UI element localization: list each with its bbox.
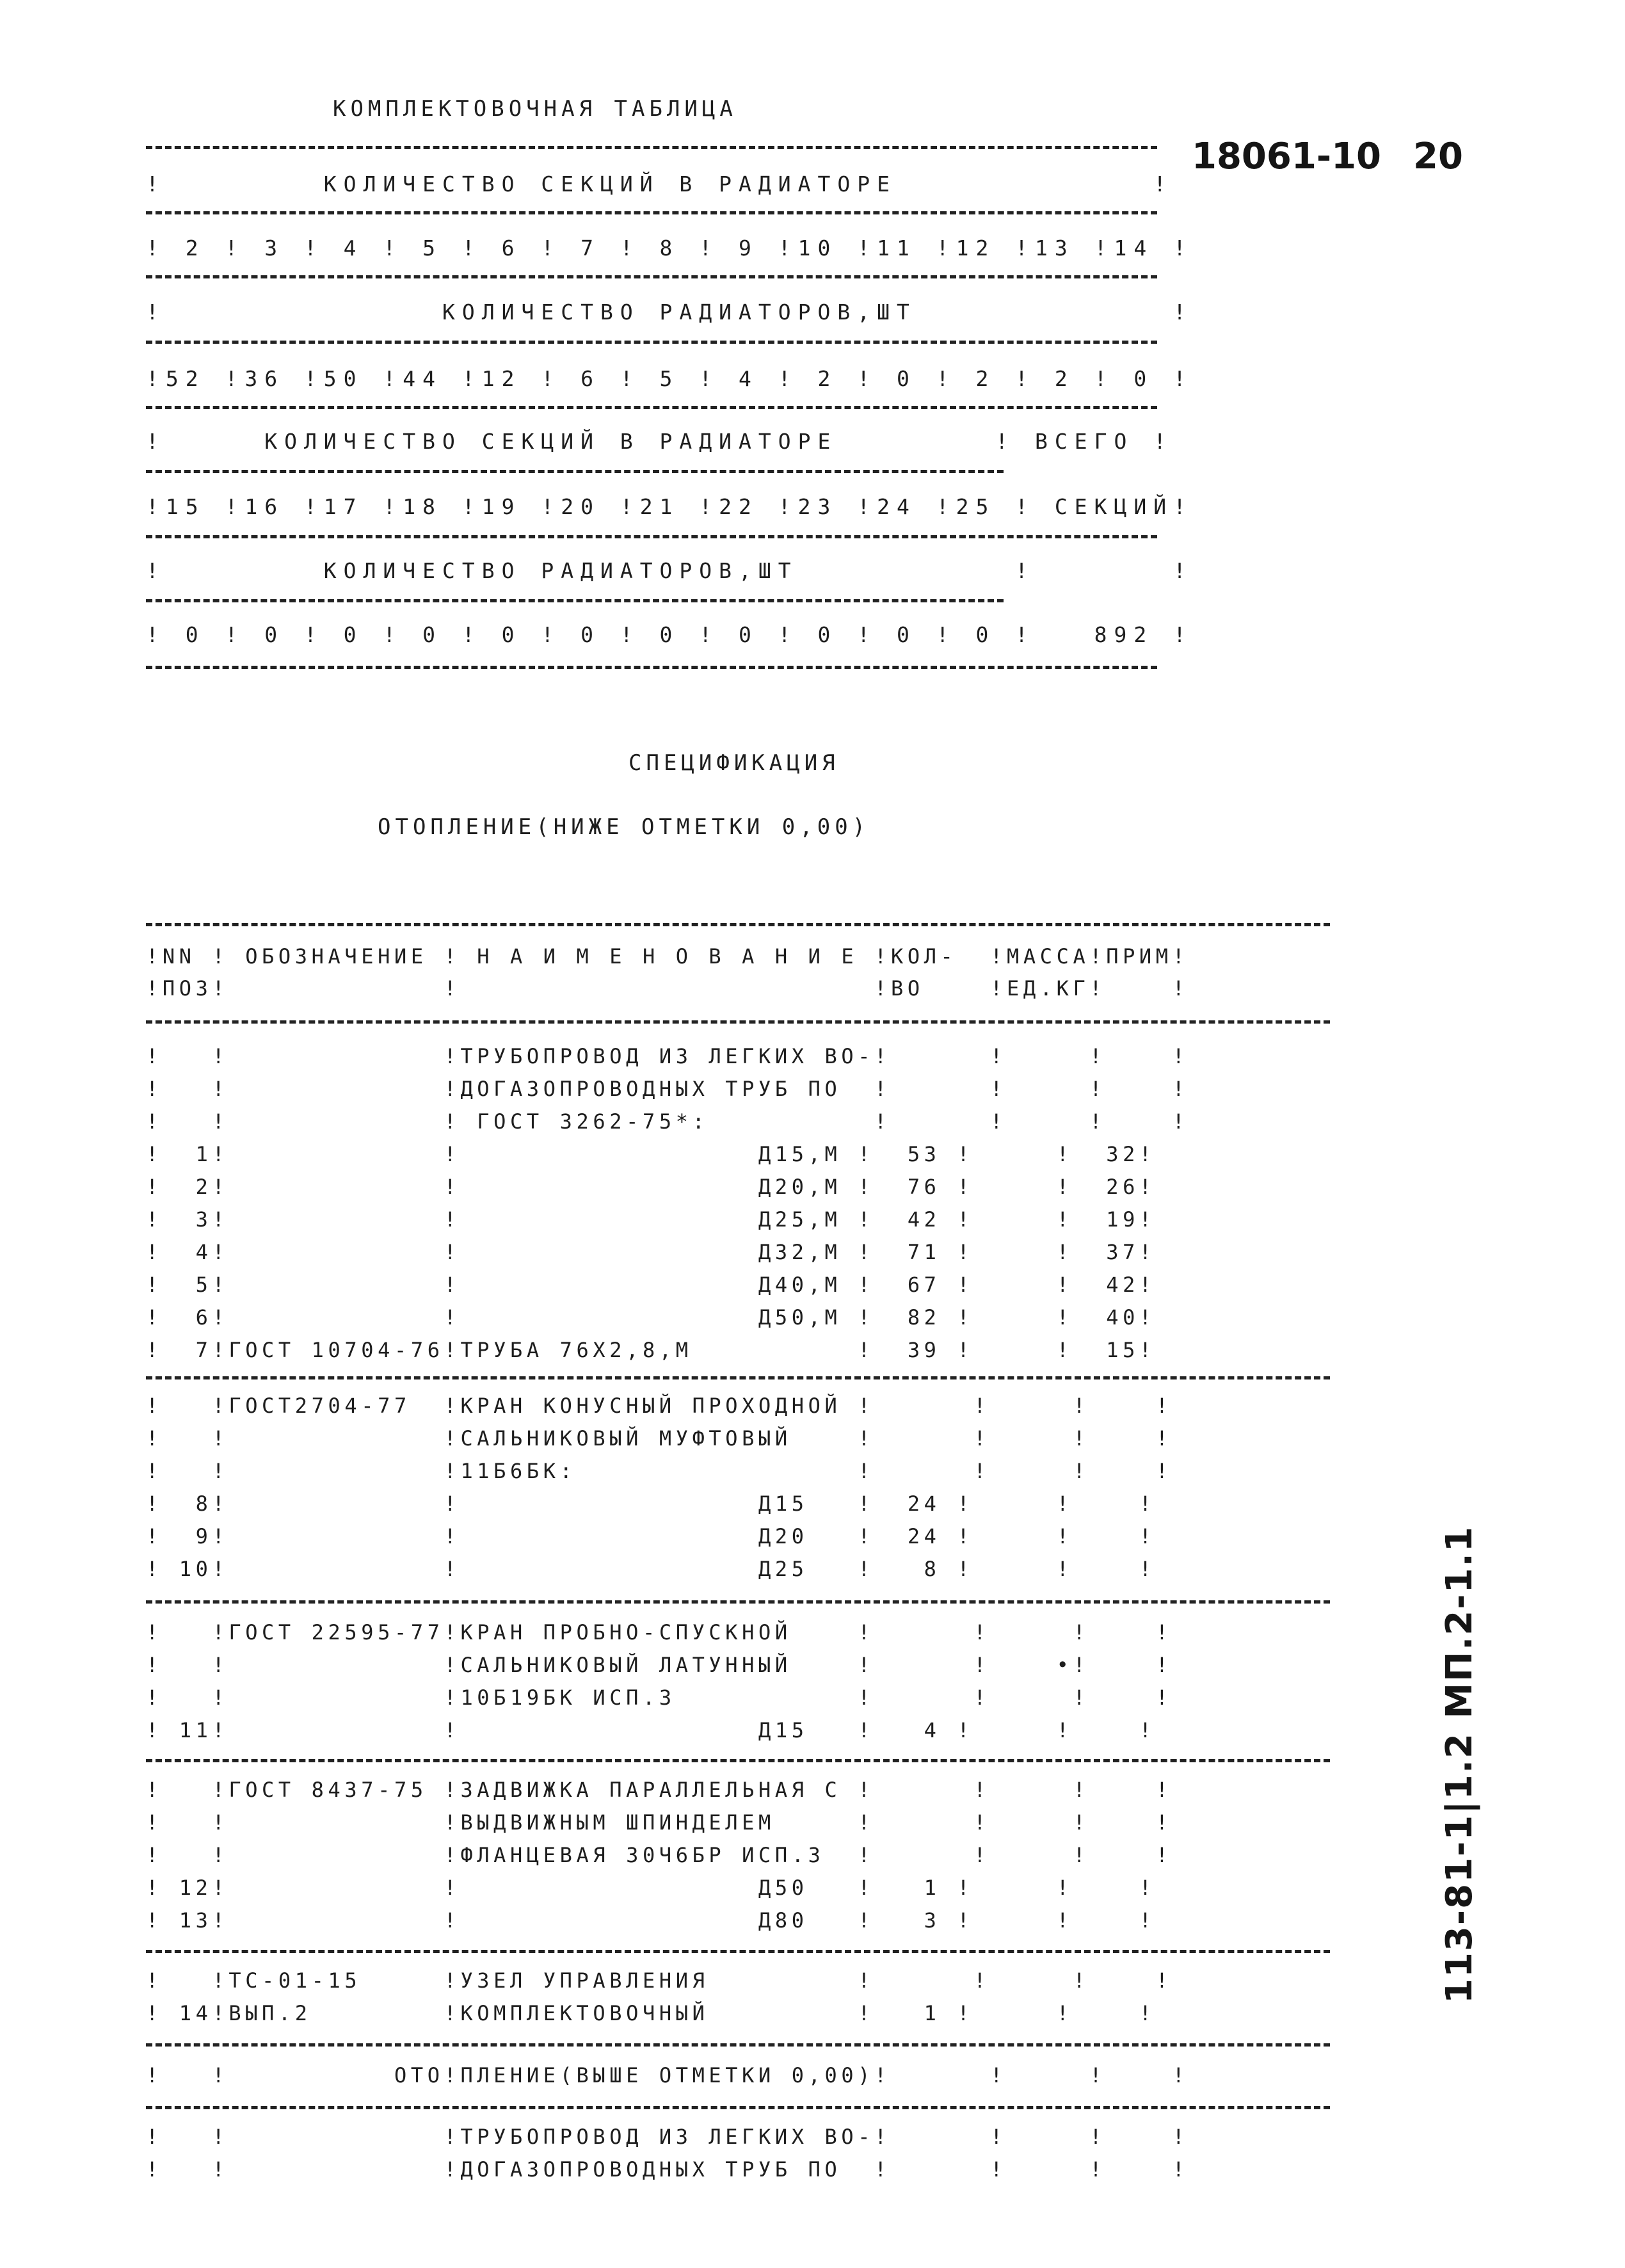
- spec-header-row: !ПОЗ! ! !ВО !ЕД.КГ! !: [146, 976, 1189, 1001]
- spec-row: ! 2! ! Д20,М ! 76 ! ! 26!: [146, 1175, 1156, 1199]
- spec-row: ! ! ! ГОСТ 3262-75*: ! ! ! !: [146, 1109, 1189, 1134]
- spec-row: ! !ТС-01-15 !УЗЕЛ УПРАВЛЕНИЯ ! ! ! !: [146, 1968, 1173, 1993]
- spec-row: ! 8! ! Д15 ! 24 ! ! !: [146, 1492, 1156, 1516]
- spec-row: ! 10! ! Д25 ! 8 ! ! !: [146, 1557, 1156, 1581]
- table-rule: [146, 1376, 1330, 1379]
- kit-table-row: ! 0 ! 0 ! 0 ! 0 ! 0 ! 0 ! 0 ! 0 ! 0 ! 0 ! 0 ! 892 !: [146, 622, 1193, 647]
- table-rule: [146, 470, 1004, 473]
- table-rule: [146, 406, 1157, 409]
- table-rule: [146, 923, 1330, 926]
- spec-row: ! !ГОСТ 22595-77!КРАН ПРОБНО-СПУСКНОЙ ! ! ! !: [146, 1620, 1173, 1645]
- kit-table-row: ! КОЛИЧЕСТВО РАДИАТОРОВ,ШТ ! !: [146, 558, 1193, 583]
- kit-table-title: КОМПЛЕКТОВОЧНАЯ ТАБЛИЦА: [333, 96, 737, 122]
- spec-row: ! ! !ДОГАЗОПРОВОДНЫХ ТРУБ ПО ! ! ! !: [146, 2157, 1189, 2182]
- spec-section-row: ! ! ОТО!ПЛЕНИЕ(ВЫШЕ ОТМЕТКИ 0,00)! ! ! !: [146, 2063, 1189, 2087]
- spec-row: ! ! !11Б6БК: ! ! ! !: [146, 1459, 1173, 1483]
- spec-row: ! ! !САЛЬНИКОВЫЙ МУФТОВЫЙ ! ! ! !: [146, 1426, 1173, 1451]
- spec-row: ! ! !ФЛАНЦЕВАЯ 30Ч6БР ИСП.3 ! ! ! !: [146, 1843, 1173, 1867]
- table-rule: [146, 666, 1157, 669]
- side-stamp: 113-81-1|1.2 МП.2-1.1: [1439, 1525, 1480, 2004]
- spec-subtitle: ОТОПЛЕНИЕ(НИЖЕ ОТМЕТКИ 0,00): [378, 814, 870, 840]
- kit-table-row: !52 !36 !50 !44 !12 ! 6 ! 5 ! 4 ! 2 ! 0 ! 2 ! 2 ! 0 !: [146, 366, 1193, 391]
- spec-row: ! 1! ! Д15,М ! 53 ! ! 32!: [146, 1142, 1156, 1166]
- spec-row: ! !ГОСТ2704-77 !КРАН КОНУСНЫЙ ПРОХОДНОЙ ! ! ! !: [146, 1394, 1173, 1418]
- spec-header-row: !NN ! ОБОЗНАЧЕНИЕ ! Н А И М Е Н О В А Н И Е !КОЛ- !МАССА!ПРИМ!: [146, 944, 1189, 969]
- table-rule: [146, 211, 1157, 214]
- table-rule: [146, 1600, 1330, 1604]
- table-rule: [146, 341, 1157, 344]
- kit-table-row: !15 !16 !17 !18 !19 !20 !21 !22 !23 !24 !25 ! СЕКЦИЙ!: [146, 494, 1193, 519]
- spec-title: СПЕЦИФИКАЦИЯ: [628, 750, 840, 776]
- table-rule: [146, 1759, 1330, 1762]
- spec-row: ! ! !ДОГАЗОПРОВОДНЫХ ТРУБ ПО ! ! ! !: [146, 1077, 1189, 1101]
- document-number: 18061-10: [1192, 136, 1381, 177]
- spec-row: ! ! !САЛЬНИКОВЫЙ ЛАТУННЫЙ ! ! •! !: [146, 1653, 1173, 1677]
- kit-table-row: ! 2 ! 3 ! 4 ! 5 ! 6 ! 7 ! 8 ! 9 !10 !11 !12 !13 !14 !: [146, 236, 1193, 261]
- kit-table-row: ! КОЛИЧЕСТВО СЕКЦИЙ В РАДИАТОРЕ ! ВСЕГО !: [146, 429, 1174, 454]
- spec-row: ! 6! ! Д50,М ! 82 ! ! 40!: [146, 1305, 1156, 1330]
- kit-table-row: ! КОЛИЧЕСТВО СЕКЦИЙ В РАДИАТОРЕ !: [146, 172, 1174, 197]
- table-rule: [146, 1020, 1330, 1024]
- spec-row: ! ! !ВЫДВИЖНЫМ ШПИНДЕЛЕМ ! ! ! !: [146, 1810, 1173, 1835]
- spec-row: ! 14!ВЫП.2 !КОМПЛЕКТОВОЧНЫЙ ! 1 ! ! !: [146, 2001, 1156, 2025]
- spec-row: ! 3! ! Д25,М ! 42 ! ! 19!: [146, 1207, 1156, 1232]
- kit-table-row: ! КОЛИЧЕСТВО РАДИАТОРОВ,ШТ !: [146, 300, 1193, 325]
- table-rule: [146, 275, 1157, 278]
- spec-row: ! 11! ! Д15 ! 4 ! ! !: [146, 1718, 1156, 1742]
- page-number: 20: [1413, 136, 1463, 177]
- spec-row: ! !ГОСТ 8437-75 !ЗАДВИЖКА ПАРАЛЛЕЛЬНАЯ С ! ! ! !: [146, 1778, 1173, 1802]
- table-rule: [146, 1950, 1330, 1953]
- spec-row: ! 9! ! Д20 ! 24 ! ! !: [146, 1524, 1156, 1548]
- spec-row: ! 12! ! Д50 ! 1 ! ! !: [146, 1876, 1156, 1900]
- spec-row: ! ! !ТРУБОПРОВОД ИЗ ЛЕГКИХ ВО-! ! ! !: [146, 1044, 1189, 1068]
- spec-row: ! ! !10Б19БК ИСП.3 ! ! ! !: [146, 1685, 1173, 1710]
- table-rule: [146, 2106, 1330, 2109]
- spec-row: ! 4! ! Д32,М ! 71 ! ! 37!: [146, 1240, 1156, 1264]
- table-rule: [146, 2043, 1330, 2047]
- spec-row: ! 7!ГОСТ 10704-76!ТРУБА 76Х2,8,М ! 39 ! ! 15!: [146, 1338, 1156, 1362]
- table-rule: [146, 599, 1004, 602]
- spec-row: ! ! !ТРУБОПРОВОД ИЗ ЛЕГКИХ ВО-! ! ! !: [146, 2125, 1189, 2149]
- spec-row: ! 13! ! Д80 ! 3 ! ! !: [146, 1908, 1156, 1933]
- table-rule: [146, 535, 1157, 538]
- table-rule: [146, 146, 1157, 149]
- spec-row: ! 5! ! Д40,М ! 67 ! ! 42!: [146, 1273, 1156, 1297]
